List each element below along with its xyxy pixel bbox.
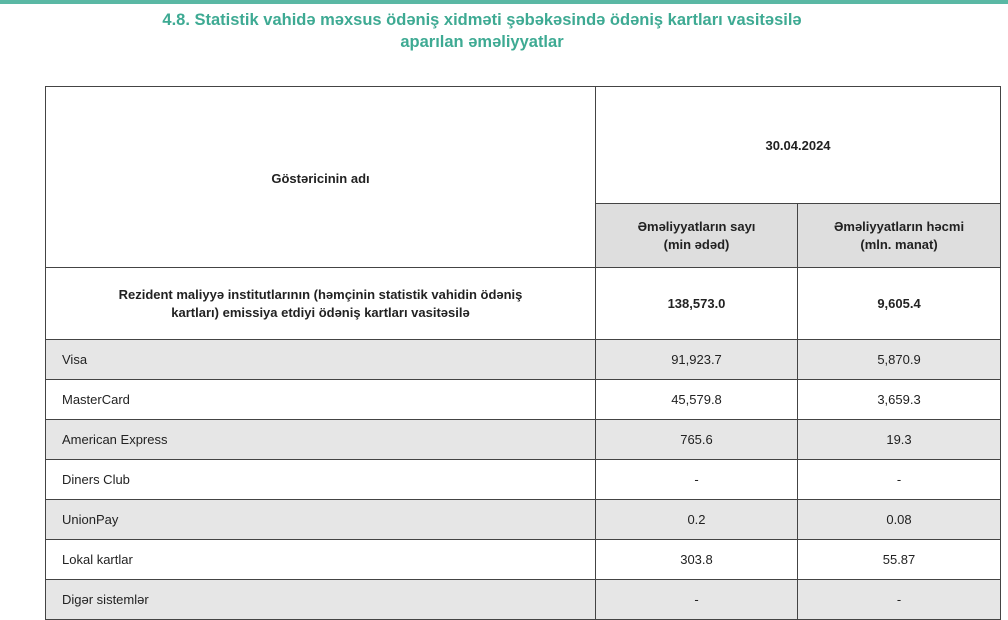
volume-header bbox=[798, 204, 1001, 268]
row-volume: - bbox=[798, 460, 1001, 500]
row-volume: 55.87 bbox=[798, 540, 1001, 580]
table-row bbox=[46, 580, 1001, 620]
volume-header-line-2: (mln. manat) bbox=[860, 236, 938, 252]
table-row bbox=[46, 460, 1001, 500]
table-row bbox=[46, 540, 1001, 580]
row-name: UnionPay bbox=[46, 500, 596, 540]
header-row-1 bbox=[46, 87, 1001, 204]
row-count: 303.8 bbox=[596, 540, 798, 580]
row-name: Digər sistemlər bbox=[46, 580, 596, 620]
table-title-line-1: 4.8. Statistik vahidə məxsus ödəniş xidməti şəbəkəsində ödəniş kartları vasitəsilə bbox=[162, 11, 802, 29]
date-header: 30.04.2024 bbox=[596, 87, 1001, 204]
row-name: American Express bbox=[46, 420, 596, 460]
indicator-name-header: Göstəricinin adı bbox=[46, 87, 596, 268]
table-row bbox=[46, 380, 1001, 420]
row-name: Lokal kartlar bbox=[46, 540, 596, 580]
table-title-line-2: aparılan əməliyyatlar bbox=[400, 33, 564, 51]
table-row bbox=[46, 340, 1001, 380]
count-header-line-2: (min ədəd) bbox=[663, 236, 730, 252]
payment-cards-table bbox=[45, 86, 1001, 620]
table-row bbox=[46, 500, 1001, 540]
row-volume: 3,659.3 bbox=[798, 380, 1001, 420]
total-volume: 9,605.4 bbox=[798, 268, 1001, 340]
total-label-line-2: kartları) emissiya etdiyi ödəniş kartları vasitəsilə bbox=[171, 304, 470, 320]
row-count: 0.2 bbox=[596, 500, 798, 540]
total-label-line-1: Rezident maliyyə institutlarının (həmçinin statistik vahidin ödəniş bbox=[118, 286, 523, 302]
row-count: 765.6 bbox=[596, 420, 798, 460]
table-title bbox=[0, 9, 964, 53]
row-count: 91,923.7 bbox=[596, 340, 798, 380]
total-label bbox=[46, 268, 596, 340]
row-volume: - bbox=[798, 580, 1001, 620]
row-count: 45,579.8 bbox=[596, 380, 798, 420]
row-volume: 19.3 bbox=[798, 420, 1001, 460]
row-volume: 5,870.9 bbox=[798, 340, 1001, 380]
volume-header-line-1: Əməliyyatların həcmi bbox=[833, 218, 965, 234]
row-name: MasterCard bbox=[46, 380, 596, 420]
row-count: - bbox=[596, 460, 798, 500]
row-volume: 0.08 bbox=[798, 500, 1001, 540]
row-count: - bbox=[596, 580, 798, 620]
row-name: Visa bbox=[46, 340, 596, 380]
row-name: Diners Club bbox=[46, 460, 596, 500]
total-count: 138,573.0 bbox=[596, 268, 798, 340]
top-accent-bar bbox=[0, 0, 1008, 4]
count-header bbox=[596, 204, 798, 268]
count-header-line-1: Əməliyyatların sayı bbox=[637, 218, 756, 234]
table-row bbox=[46, 420, 1001, 460]
total-row bbox=[46, 268, 1001, 340]
